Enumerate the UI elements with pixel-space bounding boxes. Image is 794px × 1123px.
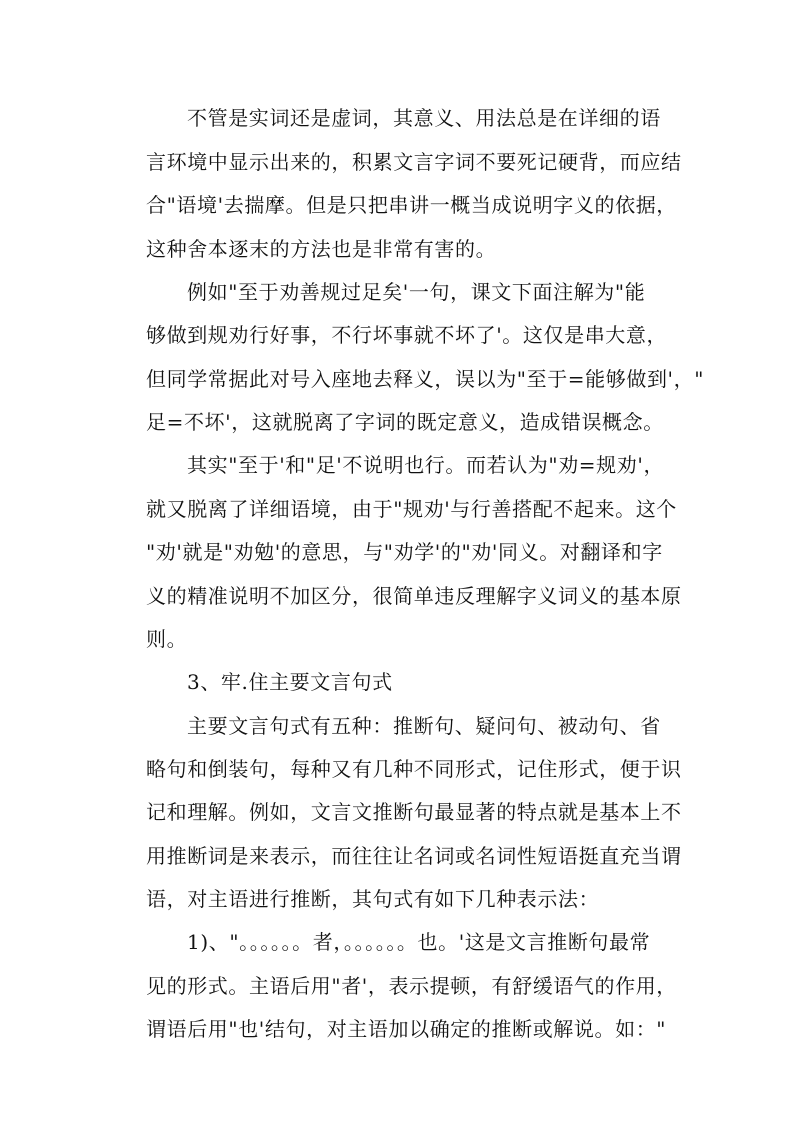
text-line: 谓语后用"也'结句，对主语加以确定的推断或解说。如：": [146, 1017, 667, 1041]
text-line: 不管是实词还是虚词，其意义、用法总是在详细的语: [187, 106, 661, 130]
text-line: 义的精准说明不加区分，很简单违反理解字义词义的基本原: [146, 584, 682, 608]
text-line: 合"语境'去揣摩。但是只把串讲一概当成说明字义的依据，: [146, 193, 677, 217]
text-line: 就又脱离了详细语境，由于"规劝'与行善搭配不起来。这个: [146, 497, 677, 521]
text-line: 则。: [146, 627, 188, 651]
text-line: 言环境中显示出来的，积累文言字词不要死记硬背，而应结: [146, 150, 682, 174]
section-heading: 3、牢.住主要文言句式: [187, 670, 393, 694]
text-line: 记和理解。例如，文言文推断句最显著的特点就是基本上不: [146, 800, 682, 824]
text-line: 但同学常据此对号入座地去释义，误以为"至于=能够做到'，": [146, 367, 705, 391]
text-line: 主要文言句式有五种：推断句、疑问句、被动句、省: [187, 714, 661, 738]
text-line: 这种舍本逐末的方法也是非常有害的。: [146, 237, 497, 261]
text-line: 其实"至于'和"足'不说明也行。而若认为"劝=规劝'，: [187, 453, 665, 477]
text-line: 足=不坏'，这就脱离了字词的既定意义，造成错误概念。: [146, 410, 664, 434]
text-line: 1)、"。。。。。。者，。。。。。。也。'这是文言推断句最常: [187, 930, 651, 954]
text-line: 用推断词是来表示，而往往让名词或名词性短语挺直充当谓: [146, 844, 682, 868]
text-line: 语，对主语进行推断，其句式有如下几种表示法：: [146, 887, 600, 911]
text-line: 例如"至于劝善规过足矣'一句，课文下面注解为"能: [187, 280, 646, 304]
text-line: 够做到规劝行好事，不行坏事就不坏了'。这仅是串大意，: [146, 323, 668, 347]
text-line: 见的形式。主语后用"者'，表示提顿，有舒缓语气的作用，: [146, 974, 677, 998]
text-line: 略句和倒装句，每种又有几种不同形式，记住形式，便于识: [146, 757, 682, 781]
text-line: "劝'就是"劝勉'的意思，与"劝学'的"劝'同义。对翻译和字: [146, 540, 663, 564]
